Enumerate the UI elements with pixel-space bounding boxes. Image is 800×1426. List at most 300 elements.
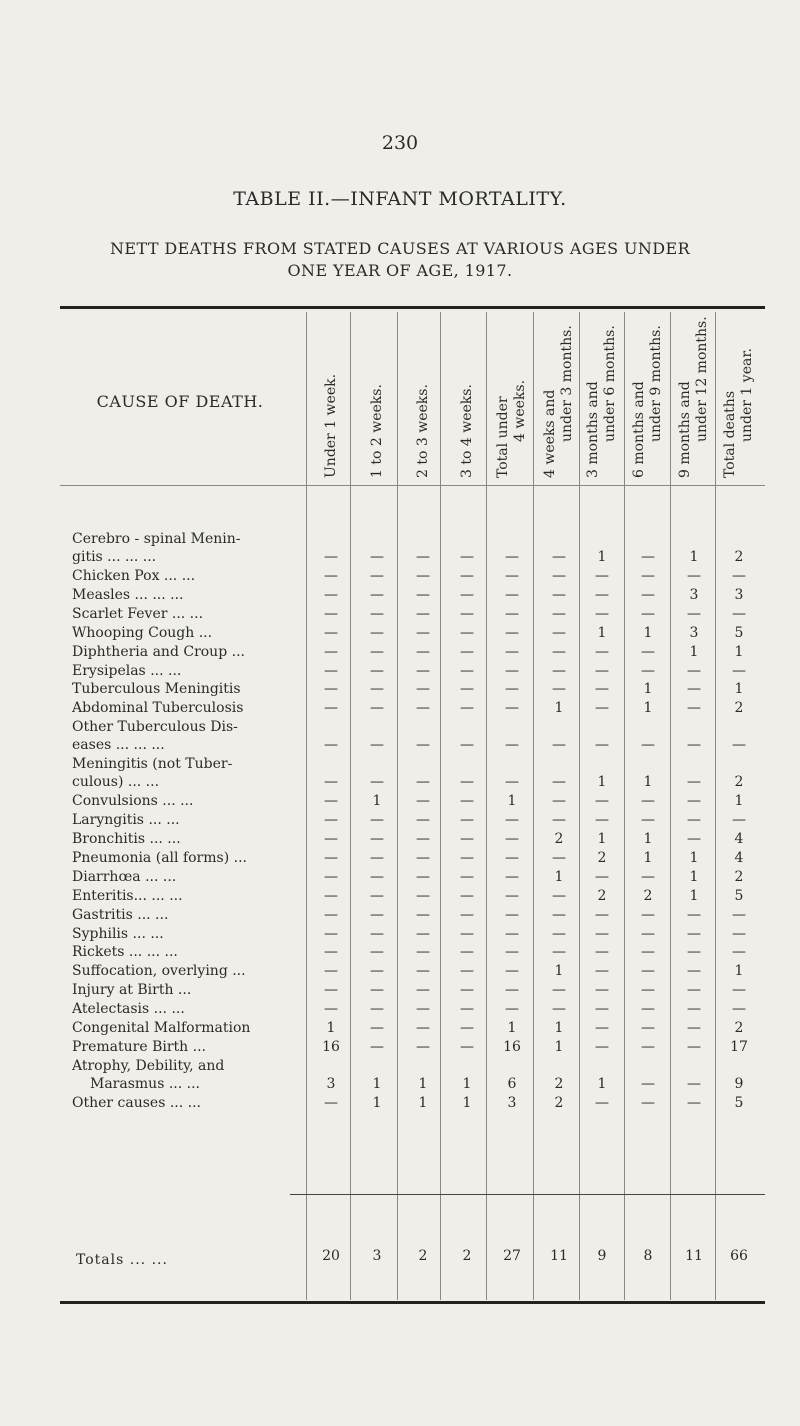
table-cell: — (460, 549, 474, 565)
table-cell: 4 (734, 831, 744, 847)
table-cell: — (370, 774, 384, 791)
table-cell: — (324, 774, 338, 791)
table-cell: — (732, 944, 746, 961)
table-cell: — (370, 868, 384, 885)
table-cell: 1 (554, 1038, 564, 1055)
column-header-line: under 6 months. (602, 325, 618, 442)
cause-label-line: Rickets ... ... ... (72, 944, 178, 961)
table-cell: — (460, 624, 474, 641)
table-cell: — (732, 1001, 746, 1018)
table-cell: — (370, 681, 384, 698)
column-header-line: under 1 year. (739, 348, 755, 442)
cause-label (72, 906, 302, 924)
table-cell: — (687, 831, 701, 847)
table-cell: — (370, 906, 384, 923)
table-cell: — (416, 887, 430, 904)
table-cell: 1 (554, 963, 564, 980)
table-cell: — (324, 605, 338, 622)
table-cell: — (370, 624, 384, 641)
column-header-text (495, 318, 529, 478)
table-cell: — (370, 700, 384, 717)
cause-label (72, 1094, 302, 1112)
column-header (307, 318, 355, 478)
cause-label-line: Atelectasis ... ... (72, 1001, 185, 1018)
cause-label-line: Diarrhœa ... ... (72, 868, 177, 885)
table-cell: — (505, 944, 519, 961)
table-cell: — (416, 793, 430, 810)
table-cell: — (552, 568, 566, 584)
cause-label (72, 887, 302, 905)
cause-label-line: Atrophy, Debility, and (72, 1057, 225, 1074)
table-cell: — (416, 963, 430, 980)
table-cell: — (416, 868, 430, 885)
column-header-line: 3 months and (585, 381, 601, 478)
table-cell: — (552, 944, 566, 961)
table-cell: — (732, 605, 746, 622)
table-cell: 1 (643, 700, 653, 717)
table-cell: — (552, 812, 566, 829)
table-cell: — (505, 624, 519, 641)
cause-label-line: Congenital Malformation (72, 1020, 251, 1036)
table-cell: — (416, 643, 430, 660)
table-cell: 1 (689, 849, 699, 866)
table-cell: — (552, 774, 566, 791)
table-cell: — (416, 774, 430, 791)
table-cell: — (370, 944, 384, 961)
cause-label-line: Enteritis... ... ... (72, 887, 183, 904)
cause-label (72, 662, 302, 680)
table-cell: — (595, 925, 609, 942)
table-cell: — (324, 700, 338, 717)
column-header (624, 318, 672, 478)
totals-cell: 27 (503, 1248, 521, 1264)
table-cell: — (460, 586, 474, 603)
cause-label-line: Pneumonia (all forms) ... (72, 849, 247, 866)
table-cell: — (552, 906, 566, 923)
table-cell: 1 (643, 774, 653, 791)
table-cell: 1 (734, 963, 744, 980)
table-cell: — (641, 906, 655, 923)
table-cell: 4 (734, 849, 744, 866)
table-cell: — (687, 963, 701, 980)
totals-cell: 11 (550, 1248, 568, 1264)
table-cell: — (595, 700, 609, 717)
table-cell: — (324, 568, 338, 584)
cause-label-line: Meningitis (not Tuber- (72, 756, 233, 773)
cause-label (72, 981, 302, 999)
table-cell: — (416, 1001, 430, 1018)
cause-label (72, 925, 302, 943)
table-cell: 1 (372, 1094, 382, 1111)
column-header-text (323, 318, 340, 478)
table-cell: — (370, 605, 384, 622)
table-cell: — (505, 605, 519, 622)
column-header-text (631, 318, 665, 478)
table-cell: — (416, 944, 430, 961)
cause-label (72, 605, 302, 623)
cause-label-line: gitis ... ... ... (72, 549, 157, 565)
table-cell: — (324, 963, 338, 980)
cause-label-line: Whooping Cough ... (72, 624, 213, 641)
table-cell: — (641, 963, 655, 980)
cause-label-line: Bronchitis ... ... (72, 831, 181, 847)
table-cell: — (460, 831, 474, 847)
cause-label-line: Scarlet Fever ... ... (72, 605, 204, 622)
column-header-line: under 12 months. (694, 316, 710, 442)
table-cell: — (324, 906, 338, 923)
page-number: 230 (381, 132, 419, 154)
table-cell: — (687, 1038, 701, 1055)
table-cell: — (505, 925, 519, 942)
column-header-text (677, 318, 711, 478)
table-cell: — (370, 831, 384, 847)
table-cell: — (460, 662, 474, 679)
column-header (670, 318, 718, 478)
table-cell: — (687, 568, 701, 584)
table-cell: — (416, 1020, 430, 1036)
table-cell: 2 (554, 1094, 564, 1111)
table-cell: — (641, 605, 655, 622)
table-cell: — (732, 737, 746, 754)
table-cell: — (460, 681, 474, 698)
column-header-line: 2 to 3 weeks. (415, 384, 431, 478)
table-cell: — (641, 944, 655, 961)
table-cell: — (732, 906, 746, 923)
cause-label-line: Abdominal Tuberculosis (72, 700, 244, 717)
column-header-line: under 9 months. (648, 325, 664, 442)
cause-label-line: Premature Birth ... (72, 1038, 206, 1055)
table-cell: 3 (326, 1075, 336, 1092)
table-cell: — (595, 982, 609, 999)
table-cell: — (687, 605, 701, 622)
cause-of-death-header: CAUSE OF DEATH. (96, 392, 264, 411)
table-cell: — (641, 982, 655, 999)
table-cell: — (460, 643, 474, 660)
table-cell: 2 (734, 1020, 744, 1036)
table-cell: — (324, 868, 338, 885)
cause-label (72, 1000, 302, 1018)
cause-label (72, 1019, 302, 1037)
table-cell: — (370, 549, 384, 565)
table-cell: — (460, 812, 474, 829)
table-cell: — (595, 586, 609, 603)
table-cell: — (416, 549, 430, 565)
table-cell: — (641, 1001, 655, 1018)
totals-cell: 20 (322, 1248, 340, 1264)
cause-label-line: Syphilis ... ... (72, 925, 164, 942)
table-cell: — (416, 1038, 430, 1055)
column-header-line: Total under (495, 396, 511, 478)
table-cell: — (460, 737, 474, 754)
table-cell: — (641, 1020, 655, 1036)
table-cell: — (370, 737, 384, 754)
table-cell: — (641, 586, 655, 603)
table-cell: — (324, 812, 338, 829)
table-cell: — (687, 925, 701, 942)
table-cell: — (595, 568, 609, 584)
table-cell: — (552, 887, 566, 904)
column-header-text (369, 318, 386, 478)
table-cell: — (324, 982, 338, 999)
table-cell: — (505, 868, 519, 885)
column-header-text (542, 318, 576, 478)
cause-label-line: Measles ... ... ... (72, 586, 184, 603)
table-cell: — (370, 643, 384, 660)
table-cell: — (416, 737, 430, 754)
table-cell: — (370, 568, 384, 584)
table-cell: — (505, 700, 519, 717)
table-cell: — (460, 605, 474, 622)
cause-label-line: Gastritis ... ... (72, 906, 169, 923)
table-cell: — (416, 849, 430, 866)
table-cell: — (552, 849, 566, 866)
table-cell: 2 (597, 887, 607, 904)
table-cell: 6 (507, 1075, 517, 1092)
table-cell: 1 (734, 681, 744, 698)
table-cell: 1 (554, 868, 564, 885)
table-cell: — (687, 1075, 701, 1092)
table-cell: 5 (734, 887, 744, 904)
cause-label-line: Suffocation, overlying ... (72, 963, 246, 980)
table-cell: 1 (597, 624, 607, 641)
table-cell: — (505, 586, 519, 603)
cause-label-line: Marasmus ... ... (90, 1075, 200, 1092)
table-cell: — (416, 681, 430, 698)
table-cell: — (324, 793, 338, 810)
table-cell: — (460, 906, 474, 923)
table-cell: — (687, 1094, 701, 1111)
table-cell: — (641, 868, 655, 885)
cause-label (72, 718, 302, 754)
table-cell: — (460, 1020, 474, 1036)
table-cell: — (324, 925, 338, 942)
table-cell: — (324, 849, 338, 866)
table-cell: — (460, 982, 474, 999)
table-cell: 1 (689, 887, 699, 904)
column-header-line: Total deaths (722, 390, 738, 478)
table-cell: — (687, 812, 701, 829)
table-cell: — (641, 793, 655, 810)
table-cell: — (324, 1094, 338, 1111)
cause-label (72, 1057, 302, 1093)
table-cell: — (460, 774, 474, 791)
column-header (353, 318, 401, 478)
table-cell: — (552, 605, 566, 622)
table-cell: — (595, 643, 609, 660)
table-cell: — (324, 662, 338, 679)
table-cell: — (324, 549, 338, 565)
table-cell: — (687, 700, 701, 717)
table-cell: 2 (734, 549, 744, 565)
column-header (488, 318, 536, 478)
table-cell: — (505, 849, 519, 866)
table-title: TABLE II.—INFANT MORTALITY. (233, 188, 567, 210)
table-cell: — (416, 982, 430, 999)
table-cell: 1 (554, 1020, 564, 1036)
table-cell: — (324, 887, 338, 904)
column-header (578, 318, 626, 478)
table-cell: — (687, 982, 701, 999)
table-cell: — (370, 963, 384, 980)
cause-label (72, 755, 302, 791)
table-cell: 1 (462, 1094, 472, 1111)
table-cell: — (370, 812, 384, 829)
table-cell: 16 (322, 1038, 340, 1055)
table-cell: — (324, 643, 338, 660)
table-cell: — (552, 624, 566, 641)
table-cell: — (324, 586, 338, 603)
table-cell: 1 (734, 793, 744, 810)
cause-label-line: Chicken Pox ... ... (72, 568, 196, 584)
table-cell: 1 (597, 831, 607, 847)
cause-label (72, 1038, 302, 1056)
table-cell: — (641, 643, 655, 660)
table-cell: 1 (597, 774, 607, 791)
cause-label-line: Laryngitis ... ... (72, 812, 180, 829)
table-cell: — (324, 944, 338, 961)
column-header (443, 318, 491, 478)
table-cell: — (460, 849, 474, 866)
table-cell: — (641, 812, 655, 829)
table-cell: — (641, 737, 655, 754)
table-cell: — (324, 681, 338, 698)
cause-label (72, 586, 302, 604)
table-cell: — (687, 906, 701, 923)
column-header-line: Under 1 week. (323, 373, 339, 478)
table-cell: 5 (734, 1094, 744, 1111)
table-cell: — (641, 568, 655, 584)
table-cell: — (641, 1075, 655, 1092)
column-header (535, 318, 583, 478)
table-cell: — (416, 906, 430, 923)
table-cell: — (687, 944, 701, 961)
table-cell: 1 (372, 1075, 382, 1092)
cause-label (72, 943, 302, 961)
table-cell: 1 (554, 700, 564, 717)
cause-label (72, 567, 302, 585)
column-header-line: under 3 months. (559, 325, 575, 442)
table-cell: 1 (643, 624, 653, 641)
table-cell: — (505, 812, 519, 829)
table-cell: 2 (597, 849, 607, 866)
table-cell: — (687, 737, 701, 754)
table-cell: — (460, 700, 474, 717)
column-header-line: 4 weeks. (512, 379, 528, 442)
top-rule (60, 306, 765, 309)
table-cell: — (505, 982, 519, 999)
table-cell: — (460, 868, 474, 885)
table-cell: 17 (730, 1038, 748, 1055)
table-cell: — (460, 925, 474, 942)
table-cell: — (687, 1020, 701, 1036)
totals-cell: 66 (730, 1248, 748, 1264)
table-cell: — (732, 812, 746, 829)
table-cell: — (324, 624, 338, 641)
table-cell: — (595, 906, 609, 923)
cause-label (72, 849, 302, 867)
table-cell: 2 (643, 887, 653, 904)
table-cell: 2 (554, 1075, 564, 1092)
subtitle-line-1: NETT DEATHS FROM STATED CAUSES AT VARIOUS AGES UNDER (109, 239, 691, 258)
table-cell: — (370, 586, 384, 603)
table-cell: 2 (734, 700, 744, 717)
table-cell: 1 (372, 793, 382, 810)
cause-label (72, 643, 302, 661)
column-header-text (459, 318, 476, 478)
totals-cell: 2 (462, 1248, 472, 1264)
subtitle-line-2: ONE YEAR OF AGE, 1917. (287, 261, 513, 280)
cause-label-line: Other causes ... ... (72, 1094, 202, 1111)
table-cell: — (370, 849, 384, 866)
table-cell: 2 (734, 774, 744, 791)
table-cell: — (552, 549, 566, 565)
table-cell: — (370, 1020, 384, 1036)
table-cell: — (416, 831, 430, 847)
table-cell: — (595, 1038, 609, 1055)
table-cell: — (416, 586, 430, 603)
table-cell: — (552, 681, 566, 698)
table-cell: 5 (734, 624, 744, 641)
totals-cell: 11 (685, 1248, 703, 1264)
column-header (399, 318, 447, 478)
table-cell: — (460, 963, 474, 980)
table-cell: 3 (507, 1094, 517, 1111)
table-cell: 1 (689, 549, 699, 565)
cause-label-line: Diphtheria and Croup ... (72, 643, 245, 660)
table-cell: — (370, 982, 384, 999)
totals-cell: 9 (597, 1248, 607, 1264)
table-cell: 3 (689, 586, 699, 603)
column-header-line: 1 to 2 weeks. (369, 384, 385, 478)
table-cell: — (460, 568, 474, 584)
table-cell: 9 (734, 1075, 744, 1092)
table-cell: 1 (507, 793, 517, 810)
table-cell: — (641, 1038, 655, 1055)
table-cell: 1 (597, 1075, 607, 1092)
cause-label (72, 624, 302, 642)
table-cell: — (370, 662, 384, 679)
table-cell: — (641, 549, 655, 565)
table-cell: — (595, 1094, 609, 1111)
table-cell: — (505, 963, 519, 980)
table-subtitle (40, 238, 760, 282)
table-cell: 1 (643, 831, 653, 847)
table-cell: 1 (507, 1020, 517, 1036)
column-header-line: 9 months and (677, 381, 693, 478)
table-cell: 1 (689, 643, 699, 660)
table-cell: — (595, 868, 609, 885)
table-cell: 1 (734, 643, 744, 660)
table-cell: — (416, 812, 430, 829)
table-cell: — (460, 793, 474, 810)
table-cell: — (687, 793, 701, 810)
table-cell: — (595, 737, 609, 754)
table-cell: — (641, 925, 655, 942)
table-cell: 2 (734, 868, 744, 885)
table-cell: 16 (503, 1038, 521, 1055)
table-cell: — (552, 1001, 566, 1018)
table-cell: — (552, 982, 566, 999)
table-cell: — (552, 662, 566, 679)
table-cell: — (687, 662, 701, 679)
column-header-line: 3 to 4 weeks. (459, 384, 475, 478)
bottom-rule (60, 1301, 765, 1304)
table-cell: — (595, 944, 609, 961)
table-cell: 3 (734, 586, 744, 603)
cause-label-line: Erysipelas ... ... (72, 662, 182, 679)
header-rule (60, 485, 765, 486)
cause-label (72, 962, 302, 980)
